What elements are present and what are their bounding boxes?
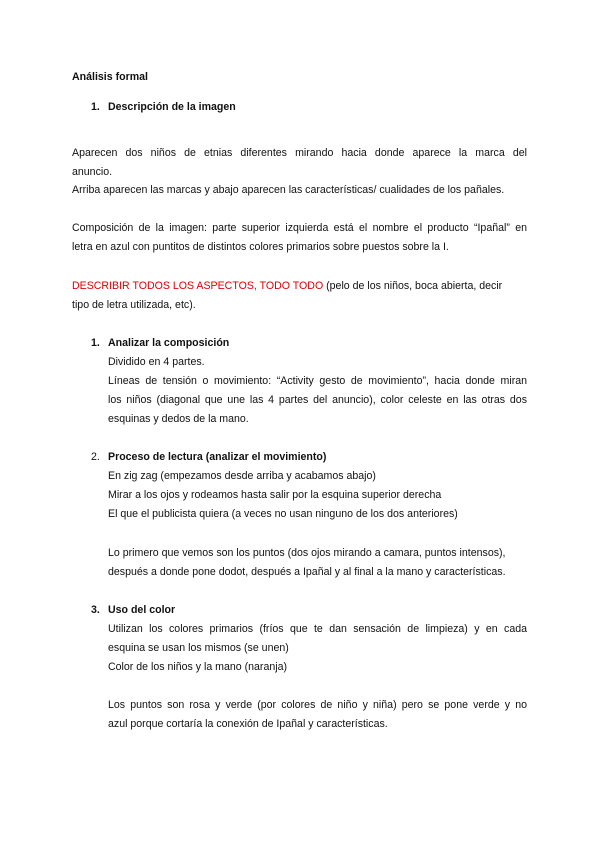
list-line: esquina se usan los mismos (se unen) [108,642,289,654]
list-line: Lo primero que vemos son los puntos (dos ojos mirando a camara, puntos intensos), [108,547,506,559]
list-number: 1. [91,337,100,349]
list-number: 2. [91,451,100,463]
list-line: Color de los niños y la mano (naranja) [108,661,288,673]
paragraph-line: Arriba aparecen las marcas y abajo aparecen las características/ cualidades de los pañales. [72,184,505,196]
section-heading: Descripción de la imagen [108,101,236,113]
list-line: esquinas y dedos de la mano. [108,413,249,425]
highlight-paragraph [72,280,502,293]
paragraph-line: letra en azul con puntitos de distintos colores primarios sobre puestos sobre la I. [72,241,449,253]
section-number: 1. [91,101,100,113]
list-line: Dividido en 4 partes. [108,356,205,368]
list-line: Líneas de tensión o movimiento: “Activity gesto de movimiento”, hacia donde miran [108,375,527,387]
red-instruction-text: DESCRIBIR TODOS LOS ASPECTOS, TODO TODO [72,280,324,292]
list-number: 3. [91,604,100,616]
list-line: En zig zag (empezamos desde arriba y acabamos abajo) [108,470,376,482]
paragraph-line: anuncio. [72,166,113,178]
list-heading: Proceso de lectura (analizar el movimiento) [108,451,327,463]
paragraph-line: Composición de la imagen: parte superior izquierda está el nombre el producto “Ipañal” en [72,222,527,234]
document-title: Análisis formal [72,71,148,83]
list-line: los niños (diagonal que une las 4 partes del anuncio), color celeste en las otras dos [108,394,527,406]
paragraph-line: tipo de letra utilizada, etc). [72,299,196,311]
list-line: Utilizan los colores primarios (fríos que te dan sensación de limpieza) y en cada [108,623,527,635]
list-heading: Analizar la composición [108,337,230,349]
list-heading: Uso del color [108,604,176,616]
paragraph-line: Aparecen dos niños de etnias diferentes mirando hacia donde aparece la marca del [72,147,527,159]
list-line: Mirar a los ojos y rodeamos hasta salir por la esquina superior derecha [108,489,442,501]
list-line: azul porque cortaría la conexión de Ipañal y características. [108,718,388,730]
paragraph-text: (pelo de los niños, boca abierta, decir [323,280,503,292]
list-line: El que el publicista quiera (a veces no usan ninguno de los dos anteriores) [108,508,458,520]
list-line: Los puntos son rosa y verde (por colores de niño y niña) pero se pone verde y no [108,699,527,711]
list-line: después a donde pone dodot, después a Ipañal y al final a la mano y características. [108,566,506,578]
